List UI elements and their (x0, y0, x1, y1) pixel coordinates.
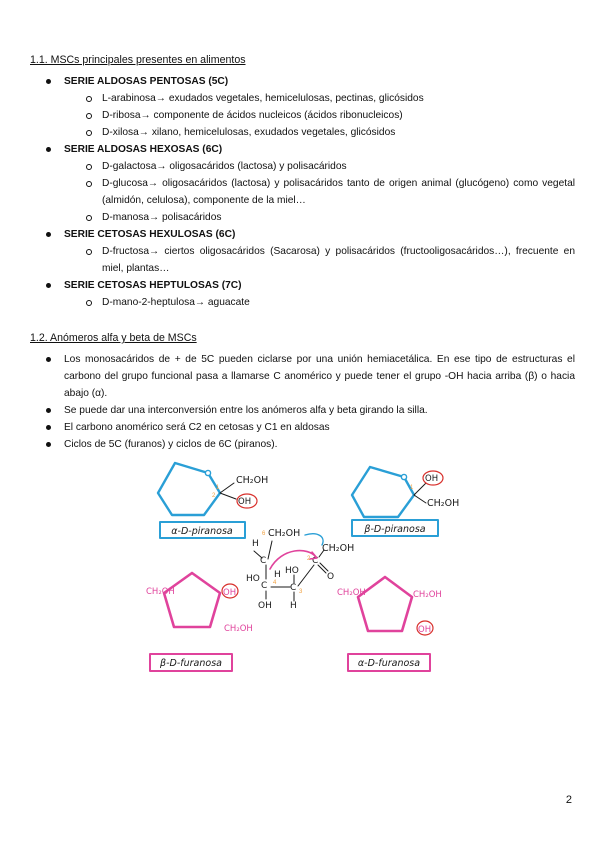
oh-label: OH (418, 625, 432, 635)
oh-label: OH (238, 497, 252, 507)
series-title: SERIE CETOSAS HEPTULOSAS (7C) (64, 280, 242, 291)
h-label: H (290, 601, 297, 611)
ch2oh-label: CH₂OH (322, 543, 355, 554)
beta-furanose-label: β-D-furanosa (160, 658, 222, 669)
ho-label: HO (285, 566, 299, 576)
sugar-list (64, 243, 575, 277)
furanose-ring (164, 573, 220, 627)
beta-pyranose-label: β-D-piranosa (364, 524, 426, 535)
anomer-bullets (30, 351, 575, 453)
sugar-item: D-manosa→ polisacáridos (64, 209, 575, 226)
alpha-pyranose-structure (158, 463, 268, 515)
c-label: C (290, 583, 297, 593)
sugar-list (64, 90, 575, 141)
series-list (30, 73, 575, 311)
pyranose-ring (158, 463, 220, 515)
series-title: SERIE ALDOSAS HEXOSAS (6C) (64, 144, 223, 155)
svg-text:1: 1 (410, 485, 414, 491)
series-item (30, 73, 575, 141)
open-chain-structure (246, 528, 354, 611)
ch2oh-label: CH₂OH (224, 624, 253, 634)
alpha-pyranose-label: α-D-piranosa (171, 526, 233, 537)
page-number: 2 (565, 794, 572, 806)
sugar-list (64, 158, 575, 226)
anomer-bullet: Se puede dar una interconversión entre los anómeros alfa y beta girando la silla. (30, 402, 575, 419)
oh-label: OH (425, 474, 439, 484)
section-heading-2: 1.2. Anómeros alfa y beta de MSCs (30, 332, 197, 344)
ch2oh-label: CH₂OH (236, 475, 269, 486)
ho-label: HO (246, 574, 260, 584)
furanose-ring (358, 577, 412, 631)
ch2oh-label: CH₂OH (427, 498, 460, 509)
ch2oh-label: CH₂OH (413, 590, 442, 600)
sugar-item: L-arabinosa→ exudados vegetales, hemicelulosas, pectinas, glicósidos (64, 90, 575, 107)
series-title: SERIE CETOSAS HEXULOSAS (6C) (64, 229, 236, 240)
sugar-item: D-ribosa→ componente de ácidos nucleicos (ácidos ribonucleicos) (64, 107, 575, 124)
svg-text:1: 1 (216, 485, 220, 491)
ch2oh-label: CH₂OH (337, 588, 366, 598)
anomer-bullet: Ciclos de 5C (furanos) y ciclos de 6C (piranos). (30, 436, 575, 453)
svg-text:3: 3 (299, 589, 303, 595)
c-label: C (312, 556, 319, 566)
sugar-item: D-fructosa→ ciertos oligosacáridos (Sacarosa) y polisacáridos (fructooligosacáridos…), frecuente en miel, plantas… (64, 243, 575, 277)
svg-text:4: 4 (273, 580, 277, 586)
series-item (30, 141, 575, 226)
anomer-bullet: El carbono anomérico será C2 en cetosas y C1 en aldosas (30, 419, 575, 436)
ch2oh-label: CH₂OH (146, 587, 175, 597)
ch2oh-label: CH₂OH (268, 528, 301, 539)
sugar-item: D-glucosa→ oligosacáridos (lactosa) y polisacáridos tanto de origen animal (glucógeno) como vegetal (almidón, celulosa), componente de la miel… (64, 175, 575, 209)
alpha-furanose-label: α-D-furanosa (357, 658, 421, 669)
c-label: C (261, 581, 268, 591)
alpha-furanose-structure (337, 577, 442, 635)
svg-text:6: 6 (262, 531, 266, 537)
beta-pyranose-structure (352, 467, 459, 517)
oh-label: OH (258, 601, 272, 611)
anomer-bullet: Los monosacáridos de + de 5C pueden ciclarse por una unión hemiacetálica. En ese tipo de estructuras el carbono del grupo funcional pasa a llamarse C anomérico y puede tener el grupo -OH hacia arriba (β) o hacia abajo (α). (30, 351, 575, 402)
series-item (30, 226, 575, 277)
h-label: H (274, 570, 281, 580)
anomer-figure (120, 455, 480, 685)
sugar-list (64, 294, 575, 311)
sugar-item: D-xilosa→ xilano, hemicelulosas, exudados vegetales, glicósidos (64, 124, 575, 141)
series-title: SERIE ALDOSAS PENTOSAS (5C) (64, 76, 229, 87)
sugar-item: D-galactosa→ oligosacáridos (lactosa) y polisacáridos (64, 158, 575, 175)
c-label: C (260, 556, 267, 566)
section-heading-1: 1.1. MSCs principales presentes en alimentos (30, 54, 246, 66)
beta-furanose-structure (146, 573, 253, 634)
sugar-item: D-mano-2-heptulosa→ aguacate (64, 294, 575, 311)
svg-text:2: 2 (212, 493, 216, 499)
oh-label: OH (223, 588, 237, 598)
h-label: H (252, 539, 259, 549)
o-label: O (327, 572, 335, 582)
series-item (30, 277, 575, 311)
svg-text:2: 2 (307, 556, 311, 562)
